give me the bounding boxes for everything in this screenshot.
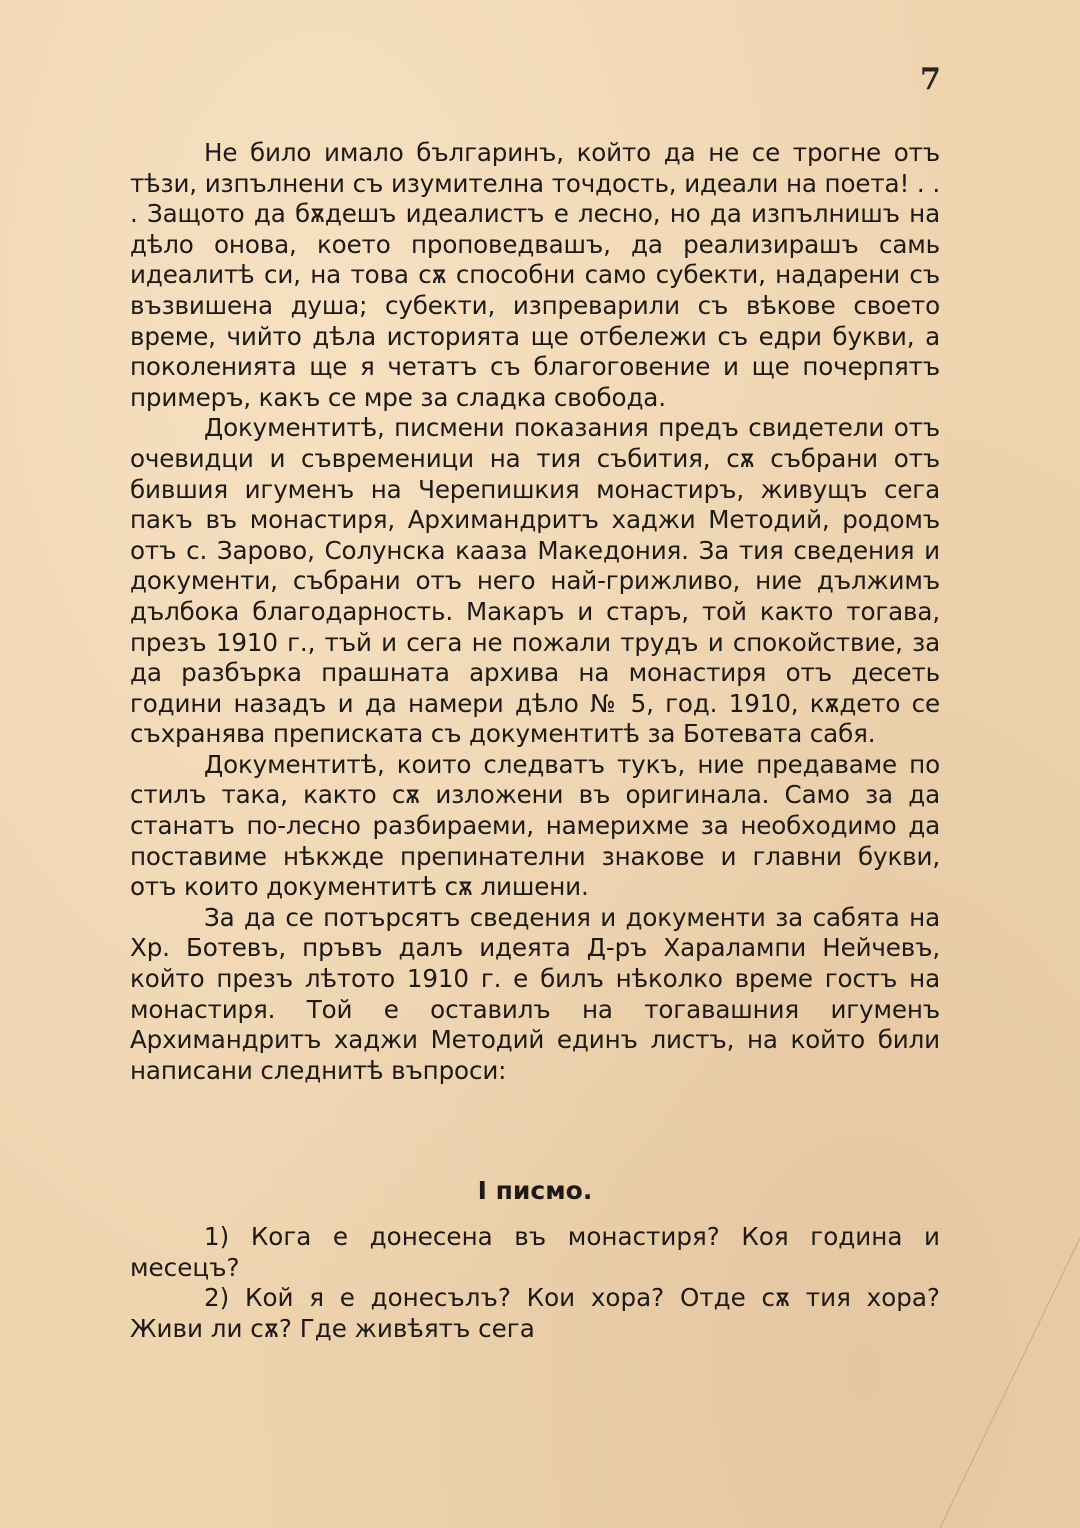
questions-list	[130, 1222, 940, 1344]
paragraph-1: Не било имало българинъ, който да не се трогне отъ тѣзи, изпълнени съ изумителна точдость, идеали на поета! . . . Защото да бѫдешъ идеалистъ е лесно, но да изпълнишъ на дѣло онова, което проповедвашъ, да реализирашъ самь идеалитѣ си, на това сѫ способни само субекти, надарени съ възвишена душа; субекти, изпреварили съ вѣкове своето време, чийто дѣла историята ще отбележи съ едри букви, а поколенията ще я четатъ съ благоговение и ще почерпятъ примеръ, какъ се мре за сладка свобода.	[130, 138, 940, 412]
paragraph-3: Документитѣ, които следватъ тукъ, ние предаваме по стилъ така, както сѫ изложени въ оригинала. Само за да станатъ по-лесно разбираеми, намерихме за необходимо да поставиме нѣкжде препинателни знакове и главни букви, отъ които документитѣ сѫ лишени.	[130, 749, 940, 902]
page-number: 7	[920, 62, 941, 97]
letter-heading: I писмо.	[477, 1176, 593, 1205]
question-2: 2) Кой я е донесълъ? Кои хора? Отде сѫ тия хора? Живи ли сѫ? Где живѣятъ сега	[130, 1283, 940, 1343]
body-text	[130, 138, 940, 1086]
question-1: 1) Кога е донесена въ монастиря? Коя година и месецъ?	[130, 1222, 940, 1282]
paper-fold-mark	[940, 1238, 1080, 1528]
paragraph-4: За да се потърсятъ сведения и документи за сабята на Хр. Ботевъ, пръвъ далъ идеята Д-ръ Харалампи Нейчевъ, който презъ лѣтото 1910 г. е билъ нѣколко време гостъ на монастиря. Той е оставилъ на тогавашния игуменъ Архимандритъ хаджи Методий единъ листъ, на който били написани следнитѣ въпроси:	[130, 902, 940, 1085]
paragraph-2: Документитѣ, писмени показания предъ свидетели отъ очевидци и съвременици на тия събития, сѫ събрани отъ бившия игуменъ на Черепишкия монастиръ, живущъ сега пакъ въ монастиря, Архимандритъ хаджи Методий, родомъ отъ с. Зарово, Солунска кааза Македония. За тия сведения и документи, събрани отъ него най-грижливо, ние дължимъ дълбока благодарность. Макаръ и старъ, той както тогава, презъ 1910 г., тъй и сега не пожали трудъ и спокойствие, за да разбърка прашната архива на монастиря отъ десеть години назадъ и да намери дѣло № 5, год. 1910, кѫдето се съхранява преписката съ документитѣ за Ботевата сабя.	[130, 413, 940, 749]
